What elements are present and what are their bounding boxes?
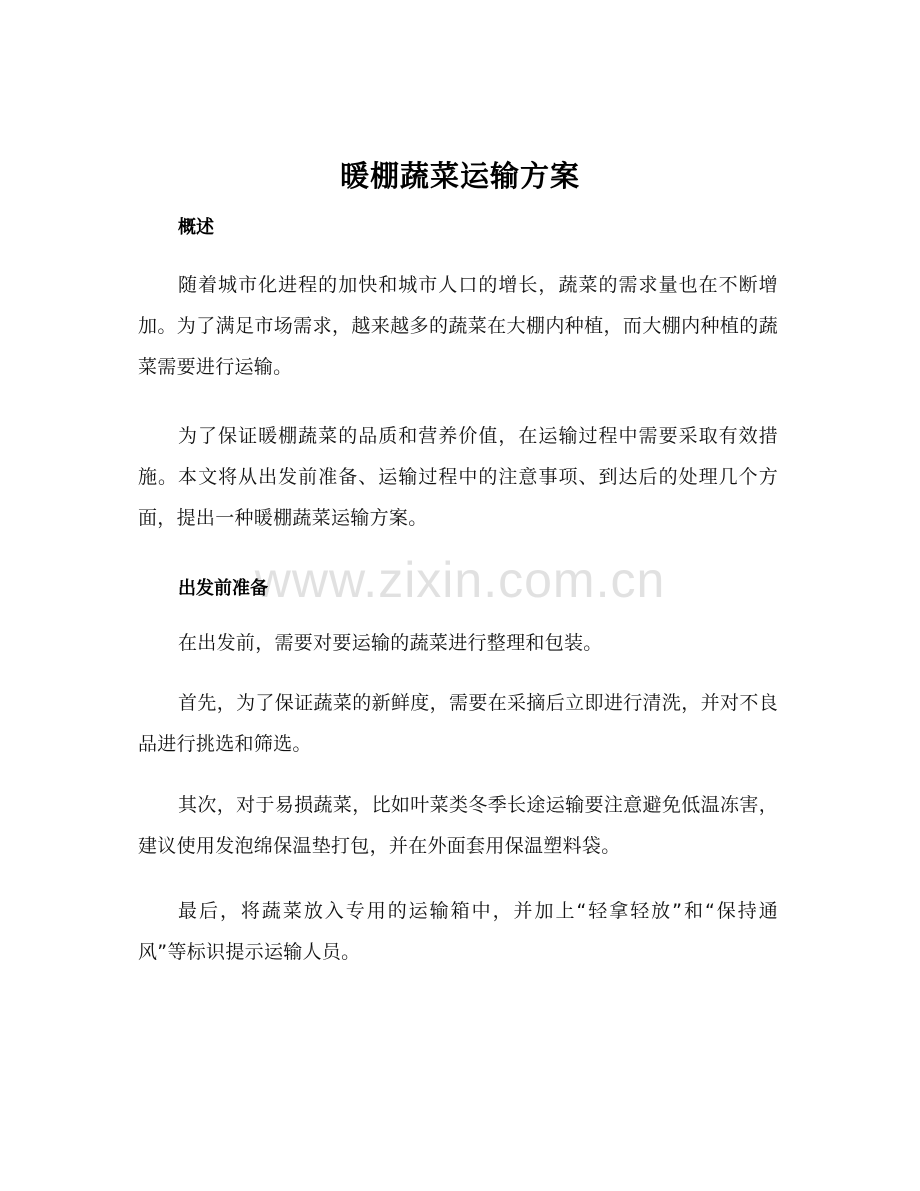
- paragraph-preparation-4: 最后，将蔬菜放入专用的运输箱中，并加上“轻拿轻放”和“保持通风”等标识提示运输人员。: [138, 900, 778, 963]
- paragraph-overview-1: 随着城市化进程的加快和城市人口的增长，蔬菜的需求量也在不断增加。为了满足市场需求，越来越多的蔬菜在大棚内种植，而大棚内种植的蔬菜需要进行运输。: [138, 274, 778, 378]
- watermark: www.zixin.com.cn: [254, 552, 666, 608]
- section-heading-preparation: 出发前准备: [178, 578, 268, 599]
- paragraph-preparation-2: 首先，为了保证蔬菜的新鲜度，需要在采摘后立即进行清洗，并对不良品进行挑选和筛选。: [138, 692, 778, 755]
- paragraph-overview-2: 为了保证暖棚蔬菜的品质和营养价值，在运输过程中需要采取有效措施。本文将从出发前准备、运输过程中的注意事项、到达后的处理几个方面，提出一种暖棚蔬菜运输方案。: [138, 425, 778, 529]
- paragraph-preparation-3: 其次，对于易损蔬菜，比如叶菜类冬季长途运输要注意避免低温冻害，建议使用发泡绵保温垫打包，并在外面套用保温塑料袋。: [138, 794, 778, 857]
- paragraph-preparation-1: 在出发前，需要对要运输的蔬菜进行整理和包装。: [178, 632, 603, 654]
- document-title: 暖棚蔬菜运输方案: [339, 159, 580, 193]
- section-heading-overview: 概述: [178, 217, 214, 238]
